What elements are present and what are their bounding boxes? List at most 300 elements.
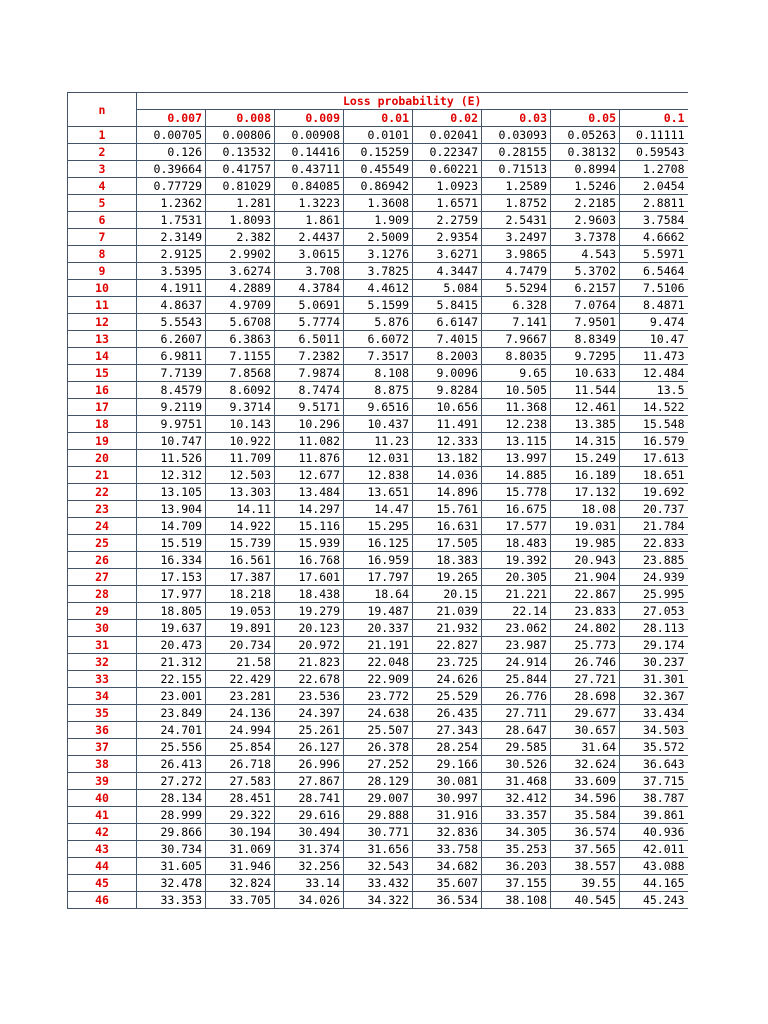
value-cell: 17.132 (551, 484, 620, 501)
table-row (68, 314, 688, 331)
value-cell: 21.039 (413, 603, 482, 620)
value-cell: 23.062 (482, 620, 551, 637)
table-row (68, 671, 688, 688)
value-cell: 23.281 (206, 688, 275, 705)
value-cell: 45.243 (620, 892, 688, 909)
value-cell: 33.758 (413, 841, 482, 858)
value-cell: 5.084 (413, 280, 482, 297)
value-cell: 8.6092 (206, 382, 275, 399)
row-n-cell: 8 (68, 246, 137, 263)
value-cell: 36.574 (551, 824, 620, 841)
value-cell: 12.503 (206, 467, 275, 484)
value-cell: 13.997 (482, 450, 551, 467)
value-cell: 22.909 (344, 671, 413, 688)
value-cell: 1.281 (206, 195, 275, 212)
value-cell: 10.437 (344, 416, 413, 433)
row-n-cell: 22 (68, 484, 137, 501)
value-cell: 27.867 (275, 773, 344, 790)
value-cell: 23.885 (620, 552, 688, 569)
value-cell: 10.633 (551, 365, 620, 382)
table-row (68, 790, 688, 807)
value-cell: 30.657 (551, 722, 620, 739)
value-cell: 34.503 (620, 722, 688, 739)
value-cell: 15.295 (344, 518, 413, 535)
table-row (68, 467, 688, 484)
value-cell: 18.08 (551, 501, 620, 518)
value-cell: 13.115 (482, 433, 551, 450)
value-cell: 0.60221 (413, 161, 482, 178)
value-cell: 26.776 (482, 688, 551, 705)
table-row (68, 688, 688, 705)
value-cell: 3.1276 (344, 246, 413, 263)
value-cell: 33.432 (344, 875, 413, 892)
value-cell: 28.741 (275, 790, 344, 807)
n-column-header: n (68, 93, 137, 127)
row-n-cell: 2 (68, 144, 137, 161)
value-cell: 0.77729 (137, 178, 206, 195)
row-n-cell: 17 (68, 399, 137, 416)
value-cell: 4.9709 (206, 297, 275, 314)
value-cell: 22.678 (275, 671, 344, 688)
row-n-cell: 4 (68, 178, 137, 195)
table-row (68, 229, 688, 246)
value-cell: 9.474 (620, 314, 688, 331)
value-cell: 2.5009 (344, 229, 413, 246)
value-cell: 12.677 (275, 467, 344, 484)
value-cell: 3.2497 (482, 229, 551, 246)
value-cell: 5.5971 (620, 246, 688, 263)
value-cell: 1.0923 (413, 178, 482, 195)
value-cell: 22.155 (137, 671, 206, 688)
value-cell: 14.522 (620, 399, 688, 416)
value-cell: 0.00806 (206, 127, 275, 144)
value-cell: 10.747 (137, 433, 206, 450)
value-cell: 27.053 (620, 603, 688, 620)
value-cell: 14.922 (206, 518, 275, 535)
value-cell: 5.8415 (413, 297, 482, 314)
value-cell: 16.189 (551, 467, 620, 484)
value-cell: 36.203 (482, 858, 551, 875)
value-cell: 3.5395 (137, 263, 206, 280)
value-cell: 20.972 (275, 637, 344, 654)
row-n-cell: 16 (68, 382, 137, 399)
row-n-cell: 9 (68, 263, 137, 280)
value-cell: 24.397 (275, 705, 344, 722)
value-cell: 23.001 (137, 688, 206, 705)
value-cell: 33.14 (275, 875, 344, 892)
value-cell: 2.4437 (275, 229, 344, 246)
value-cell: 14.297 (275, 501, 344, 518)
table-row (68, 433, 688, 450)
value-cell: 13.105 (137, 484, 206, 501)
value-cell: 0.59543 (620, 144, 688, 161)
value-cell: 13.182 (413, 450, 482, 467)
value-cell: 10.47 (620, 331, 688, 348)
value-cell: 15.249 (551, 450, 620, 467)
row-n-cell: 25 (68, 535, 137, 552)
value-cell: 25.995 (620, 586, 688, 603)
table-row (68, 892, 688, 909)
row-n-cell: 26 (68, 552, 137, 569)
value-cell: 24.939 (620, 569, 688, 586)
value-cell: 35.584 (551, 807, 620, 824)
value-cell: 13.303 (206, 484, 275, 501)
value-cell: 0.15259 (344, 144, 413, 161)
value-cell: 11.544 (551, 382, 620, 399)
value-cell: 26.413 (137, 756, 206, 773)
row-n-cell: 14 (68, 348, 137, 365)
probability-header-row (68, 110, 688, 127)
value-cell: 0.00705 (137, 127, 206, 144)
value-cell: 30.237 (620, 654, 688, 671)
probability-header: 0.05 (551, 110, 620, 127)
row-n-cell: 12 (68, 314, 137, 331)
value-cell: 28.451 (206, 790, 275, 807)
value-cell: 16.561 (206, 552, 275, 569)
probability-header: 0.01 (344, 110, 413, 127)
value-cell: 0.02041 (413, 127, 482, 144)
value-cell: 35.572 (620, 739, 688, 756)
value-cell: 13.385 (551, 416, 620, 433)
row-n-cell: 29 (68, 603, 137, 620)
value-cell: 0.28155 (482, 144, 551, 161)
value-cell: 31.374 (275, 841, 344, 858)
row-n-cell: 46 (68, 892, 137, 909)
value-cell: 0.0101 (344, 127, 413, 144)
value-cell: 0.45549 (344, 161, 413, 178)
value-cell: 25.556 (137, 739, 206, 756)
value-cell: 27.711 (482, 705, 551, 722)
value-cell: 14.47 (344, 501, 413, 518)
value-cell: 30.734 (137, 841, 206, 858)
value-cell: 24.136 (206, 705, 275, 722)
value-cell: 37.565 (551, 841, 620, 858)
value-cell: 12.838 (344, 467, 413, 484)
value-cell: 19.985 (551, 535, 620, 552)
value-cell: 24.914 (482, 654, 551, 671)
value-cell: 29.866 (137, 824, 206, 841)
value-cell: 4.3784 (275, 280, 344, 297)
value-cell: 19.392 (482, 552, 551, 569)
value-cell: 25.854 (206, 739, 275, 756)
value-cell: 0.00908 (275, 127, 344, 144)
value-cell: 6.6072 (344, 331, 413, 348)
value-cell: 8.8035 (482, 348, 551, 365)
value-cell: 34.322 (344, 892, 413, 909)
value-cell: 18.438 (275, 586, 344, 603)
value-cell: 22.867 (551, 586, 620, 603)
value-cell: 31.946 (206, 858, 275, 875)
value-cell: 11.876 (275, 450, 344, 467)
table-row (68, 654, 688, 671)
value-cell: 29.322 (206, 807, 275, 824)
value-cell: 6.5464 (620, 263, 688, 280)
value-cell: 26.996 (275, 756, 344, 773)
value-cell: 0.43711 (275, 161, 344, 178)
value-cell: 2.9354 (413, 229, 482, 246)
value-cell: 0.126 (137, 144, 206, 161)
value-cell: 9.0096 (413, 365, 482, 382)
table-row (68, 280, 688, 297)
value-cell: 33.353 (137, 892, 206, 909)
table-row (68, 875, 688, 892)
probability-header: 0.007 (137, 110, 206, 127)
row-n-cell: 45 (68, 875, 137, 892)
value-cell: 3.9865 (482, 246, 551, 263)
row-n-cell: 18 (68, 416, 137, 433)
value-cell: 5.876 (344, 314, 413, 331)
value-cell: 1.2362 (137, 195, 206, 212)
value-cell: 12.238 (482, 416, 551, 433)
value-cell: 16.675 (482, 501, 551, 518)
value-cell: 4.6662 (620, 229, 688, 246)
value-cell: 25.773 (551, 637, 620, 654)
table-row (68, 552, 688, 569)
value-cell: 31.656 (344, 841, 413, 858)
table-row (68, 722, 688, 739)
table-row (68, 246, 688, 263)
value-cell: 34.026 (275, 892, 344, 909)
value-cell: 25.507 (344, 722, 413, 739)
value-cell: 20.305 (482, 569, 551, 586)
value-cell: 2.2759 (413, 212, 482, 229)
value-cell: 30.997 (413, 790, 482, 807)
row-n-cell: 36 (68, 722, 137, 739)
value-cell: 33.705 (206, 892, 275, 909)
value-cell: 17.601 (275, 569, 344, 586)
value-cell: 32.824 (206, 875, 275, 892)
value-cell: 18.651 (620, 467, 688, 484)
value-cell: 5.7774 (275, 314, 344, 331)
row-n-cell: 28 (68, 586, 137, 603)
value-cell: 12.484 (620, 365, 688, 382)
table-row (68, 773, 688, 790)
value-cell: 1.6571 (413, 195, 482, 212)
value-cell: 12.031 (344, 450, 413, 467)
value-cell: 18.805 (137, 603, 206, 620)
value-cell: 1.5246 (551, 178, 620, 195)
table-row (68, 501, 688, 518)
value-cell: 25.529 (413, 688, 482, 705)
value-cell: 9.7295 (551, 348, 620, 365)
value-cell: 2.0454 (620, 178, 688, 195)
value-cell: 0.84085 (275, 178, 344, 195)
probability-header: 0.1 (620, 110, 688, 127)
value-cell: 3.0615 (275, 246, 344, 263)
value-cell: 1.3223 (275, 195, 344, 212)
value-cell: 1.3608 (344, 195, 413, 212)
value-cell: 2.9125 (137, 246, 206, 263)
value-cell: 20.337 (344, 620, 413, 637)
row-n-cell: 1 (68, 127, 137, 144)
value-cell: 28.698 (551, 688, 620, 705)
value-cell: 23.536 (275, 688, 344, 705)
value-cell: 31.301 (620, 671, 688, 688)
value-cell: 28.647 (482, 722, 551, 739)
value-cell: 26.435 (413, 705, 482, 722)
value-cell: 0.13532 (206, 144, 275, 161)
value-cell: 32.478 (137, 875, 206, 892)
value-cell: 11.473 (620, 348, 688, 365)
table-row (68, 637, 688, 654)
row-n-cell: 7 (68, 229, 137, 246)
value-cell: 15.778 (482, 484, 551, 501)
value-cell: 39.861 (620, 807, 688, 824)
value-cell: 26.378 (344, 739, 413, 756)
row-n-cell: 6 (68, 212, 137, 229)
value-cell: 4.2889 (206, 280, 275, 297)
value-cell: 9.8284 (413, 382, 482, 399)
value-cell: 29.888 (344, 807, 413, 824)
probability-header: 0.03 (482, 110, 551, 127)
value-cell: 3.7378 (551, 229, 620, 246)
value-cell: 14.036 (413, 467, 482, 484)
title-row (68, 93, 688, 110)
table-row (68, 450, 688, 467)
value-cell: 17.577 (482, 518, 551, 535)
value-cell: 5.5543 (137, 314, 206, 331)
table-row (68, 535, 688, 552)
value-cell: 13.651 (344, 484, 413, 501)
value-cell: 1.7531 (137, 212, 206, 229)
value-cell: 7.2382 (275, 348, 344, 365)
value-cell: 26.127 (275, 739, 344, 756)
row-n-cell: 20 (68, 450, 137, 467)
value-cell: 8.875 (344, 382, 413, 399)
value-cell: 6.2607 (137, 331, 206, 348)
row-n-cell: 41 (68, 807, 137, 824)
value-cell: 11.491 (413, 416, 482, 433)
value-cell: 4.8637 (137, 297, 206, 314)
value-cell: 2.5431 (482, 212, 551, 229)
table-row (68, 161, 688, 178)
value-cell: 40.545 (551, 892, 620, 909)
table-row (68, 382, 688, 399)
row-n-cell: 31 (68, 637, 137, 654)
value-cell: 17.153 (137, 569, 206, 586)
table-row (68, 127, 688, 144)
value-cell: 22.827 (413, 637, 482, 654)
value-cell: 8.2003 (413, 348, 482, 365)
row-n-cell: 23 (68, 501, 137, 518)
value-cell: 21.784 (620, 518, 688, 535)
value-cell: 16.768 (275, 552, 344, 569)
value-cell: 43.088 (620, 858, 688, 875)
value-cell: 30.494 (275, 824, 344, 841)
value-cell: 6.5011 (275, 331, 344, 348)
value-cell: 10.296 (275, 416, 344, 433)
value-cell: 17.977 (137, 586, 206, 603)
value-cell: 21.904 (551, 569, 620, 586)
value-cell: 19.053 (206, 603, 275, 620)
value-cell: 31.468 (482, 773, 551, 790)
value-cell: 10.143 (206, 416, 275, 433)
table-row (68, 484, 688, 501)
row-n-cell: 39 (68, 773, 137, 790)
value-cell: 17.613 (620, 450, 688, 467)
value-cell: 26.718 (206, 756, 275, 773)
value-cell: 12.461 (551, 399, 620, 416)
value-cell: 29.585 (482, 739, 551, 756)
table-row (68, 399, 688, 416)
value-cell: 28.254 (413, 739, 482, 756)
value-cell: 28.999 (137, 807, 206, 824)
value-cell: 38.787 (620, 790, 688, 807)
value-cell: 18.64 (344, 586, 413, 603)
value-cell: 38.557 (551, 858, 620, 875)
row-n-cell: 40 (68, 790, 137, 807)
value-cell: 34.682 (413, 858, 482, 875)
value-cell: 19.692 (620, 484, 688, 501)
value-cell: 11.368 (482, 399, 551, 416)
value-cell: 23.987 (482, 637, 551, 654)
value-cell: 20.943 (551, 552, 620, 569)
value-cell: 1.909 (344, 212, 413, 229)
row-n-cell: 38 (68, 756, 137, 773)
table-row (68, 365, 688, 382)
value-cell: 15.548 (620, 416, 688, 433)
value-cell: 33.609 (551, 773, 620, 790)
value-cell: 42.011 (620, 841, 688, 858)
row-n-cell: 5 (68, 195, 137, 212)
table-row (68, 144, 688, 161)
value-cell: 5.0691 (275, 297, 344, 314)
value-cell: 19.637 (137, 620, 206, 637)
value-cell: 14.896 (413, 484, 482, 501)
table-row (68, 756, 688, 773)
value-cell: 7.9501 (551, 314, 620, 331)
value-cell: 19.265 (413, 569, 482, 586)
value-cell: 32.624 (551, 756, 620, 773)
value-cell: 28.129 (344, 773, 413, 790)
probability-header: 0.02 (413, 110, 482, 127)
value-cell: 26.746 (551, 654, 620, 671)
value-cell: 5.3702 (551, 263, 620, 280)
table-row (68, 212, 688, 229)
value-cell: 14.11 (206, 501, 275, 518)
table-row (68, 297, 688, 314)
value-cell: 4.4612 (344, 280, 413, 297)
value-cell: 7.4015 (413, 331, 482, 348)
value-cell: 2.8811 (620, 195, 688, 212)
value-cell: 17.797 (344, 569, 413, 586)
value-cell: 7.0764 (551, 297, 620, 314)
value-cell: 12.312 (137, 467, 206, 484)
value-cell: 22.048 (344, 654, 413, 671)
value-cell: 2.9603 (551, 212, 620, 229)
value-cell: 17.505 (413, 535, 482, 552)
value-cell: 21.191 (344, 637, 413, 654)
value-cell: 27.721 (551, 671, 620, 688)
value-cell: 13.484 (275, 484, 344, 501)
value-cell: 10.922 (206, 433, 275, 450)
value-cell: 16.631 (413, 518, 482, 535)
value-cell: 25.261 (275, 722, 344, 739)
table-row (68, 841, 688, 858)
value-cell: 22.429 (206, 671, 275, 688)
value-cell: 7.9874 (275, 365, 344, 382)
value-cell: 28.134 (137, 790, 206, 807)
value-cell: 31.64 (551, 739, 620, 756)
row-n-cell: 15 (68, 365, 137, 382)
value-cell: 7.141 (482, 314, 551, 331)
value-cell: 17.387 (206, 569, 275, 586)
value-cell: 16.334 (137, 552, 206, 569)
row-n-cell: 30 (68, 620, 137, 637)
value-cell: 32.836 (413, 824, 482, 841)
value-cell: 3.6271 (413, 246, 482, 263)
value-cell: 29.174 (620, 637, 688, 654)
